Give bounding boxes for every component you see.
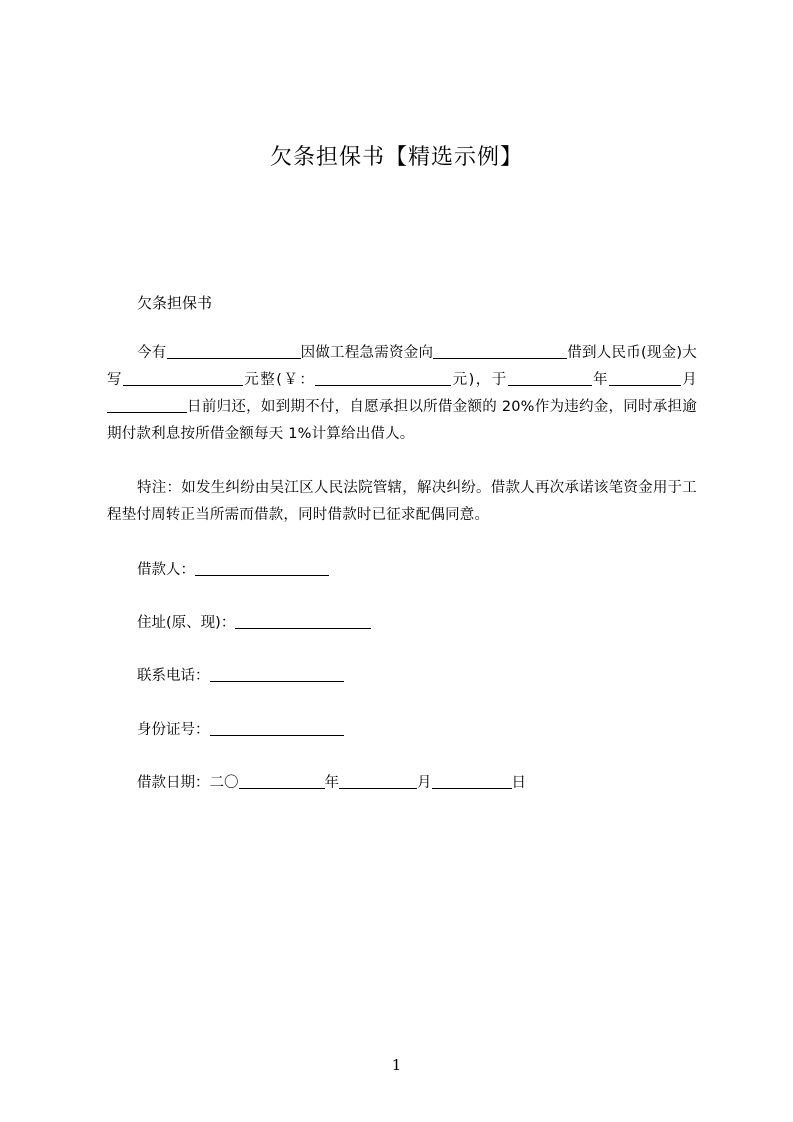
date-day-blank[interactable] [432, 774, 512, 789]
note-text: 特注：如发生纠纷由吴江区人民法院管辖，解决纠纷。借款人再次承诺该笔资金用于工程垫付周转正当所需而借款，同时借款时已征求配偶同意。 [107, 480, 697, 523]
document-title: 欠条担保书【精选示例】 [269, 145, 523, 170]
date-field [137, 771, 526, 792]
text-segment: 大写 [107, 345, 697, 388]
id-blank[interactable] [210, 721, 344, 736]
date-label: 借款日期：二〇 [137, 775, 239, 791]
blank-due-year[interactable] [508, 371, 592, 386]
phone-field [137, 664, 344, 685]
text-segment: 月 [681, 372, 697, 388]
borrower-field [137, 558, 329, 579]
text-segment: 借到人民币(现金) [567, 345, 683, 361]
blank-creditor-name[interactable] [433, 344, 567, 359]
phone-label: 联系电话： [137, 668, 210, 684]
id-field [137, 718, 344, 739]
note-paragraph [107, 475, 697, 529]
text-segment: 因做工程急需资金向 [300, 345, 434, 361]
text-segment: 年 [591, 372, 609, 388]
borrower-blank[interactable] [195, 561, 329, 576]
text-segment: 日前归还，如到期不付，自愿承担以所借金额的 20%作为违约金，同时承担逾期付款利息按所借金额每天 1%计算给出借人。 [107, 399, 697, 442]
blank-amount-words[interactable] [123, 371, 243, 386]
blank-due-month[interactable] [609, 371, 681, 386]
date-day-label: 日 [511, 775, 526, 791]
subtitle: 欠条担保书 [137, 294, 213, 312]
address-blank[interactable] [235, 614, 371, 629]
address-field [137, 611, 371, 632]
text-segment: 今有 [137, 345, 167, 361]
date-month-label: 月 [417, 775, 432, 791]
date-month-blank[interactable] [339, 774, 417, 789]
text-segment: 元整(￥： [242, 372, 316, 388]
id-label: 身份证号： [137, 722, 210, 738]
address-label: 住址(原、现)： [137, 615, 236, 631]
blank-amount-number[interactable] [315, 371, 451, 386]
date-year-label: 年 [324, 775, 339, 791]
date-year-blank[interactable] [239, 774, 325, 789]
main-paragraph [107, 340, 697, 448]
blank-lender-name[interactable] [167, 344, 301, 359]
page-number: 1 [391, 1056, 402, 1074]
borrower-label: 借款人： [137, 562, 195, 578]
blank-due-day[interactable] [107, 398, 187, 413]
phone-blank[interactable] [210, 667, 344, 682]
text-segment: 元)，于 [451, 372, 508, 388]
